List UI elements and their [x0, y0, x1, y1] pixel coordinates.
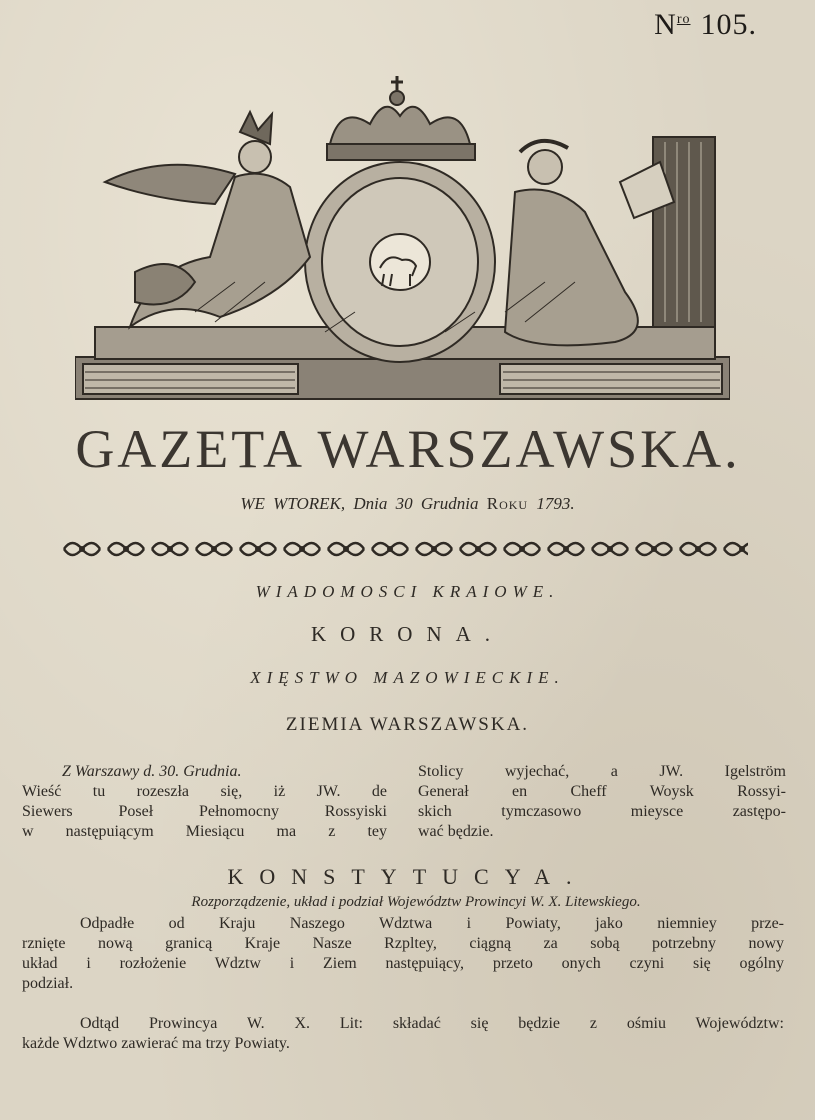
body-line: Odtąd Prowincya W. X. Lit: składać się będzie z ośmiu Województw:	[80, 1015, 784, 1032]
article-right-column	[418, 762, 786, 842]
body-line: rznięte nową granicą Kraje Nasze Rzpltey, ciągną za sobą potrzebny nowy	[22, 935, 784, 952]
constitution-paragraph	[22, 1014, 784, 1054]
article-line: Wieść tu rozeszła się, iż JW. de	[22, 783, 387, 800]
constitution-subtitle: Rozporządzenie, układ i podział Województw Prowincyi W. X. Litewskiego.	[191, 894, 641, 910]
article-line: Generał en Cheff Woysk Rossyi-	[418, 783, 786, 800]
article-line: Z Warszawy d. 30. Grudnia.	[62, 763, 242, 780]
ornamental-border	[60, 535, 748, 563]
constitution-paragraph	[22, 914, 784, 994]
heading-crown: KORONA.	[310, 622, 505, 646]
article-line: w następuiącym Miesiącu ma z tey	[22, 823, 387, 840]
article-line: wać będzie.	[418, 823, 494, 840]
heading-domestic-news: WIADOMOSCI KRAIOWE.	[255, 582, 560, 601]
issue-sup: ro	[676, 12, 691, 27]
dateline	[0, 494, 815, 514]
dateline-day: WE WTOREK,	[240, 494, 346, 513]
dateline-year: 1793.	[536, 494, 575, 513]
dateline-date: Dnia 30 Grudnia	[353, 494, 479, 513]
article-left-column	[22, 762, 387, 842]
dateline-year-label: Roku	[486, 494, 529, 513]
heading-land: ZIEMIA WARSZAWSKA.	[285, 714, 530, 735]
article-line: skich tymczasowo mieysce zastępo-	[418, 803, 786, 820]
masthead-title: GAZETA WARSZAWSKA.	[75, 419, 741, 479]
heading-duchy: XIĘSTWO MAZOWIECKIE.	[250, 668, 565, 687]
body-line: każde Wdztwo zawierać ma trzy Powiaty.	[22, 1035, 290, 1052]
body-line: układ i rozłożenie Wdztw i Ziem następuiący, przeto onych czyni się ogólny	[22, 955, 784, 972]
article-line: Stolicy wyjechać, a JW. Igelström	[418, 763, 786, 780]
issue-prefix: N	[654, 8, 677, 41]
constitution-title: KONSTYTUCYA.	[227, 864, 588, 889]
issue-number	[654, 8, 757, 42]
crest-illustration	[75, 72, 730, 412]
body-line: Odpadłe od Kraju Naszego Wdztwa i Powiaty, jako niemniey prze-	[80, 915, 784, 932]
constitution-body	[22, 914, 784, 1054]
issue-number-value: 105.	[700, 8, 757, 41]
article-line: Siewers Poseł Pełnomocny Rossyiski	[22, 803, 387, 820]
body-line: podział.	[22, 975, 74, 992]
